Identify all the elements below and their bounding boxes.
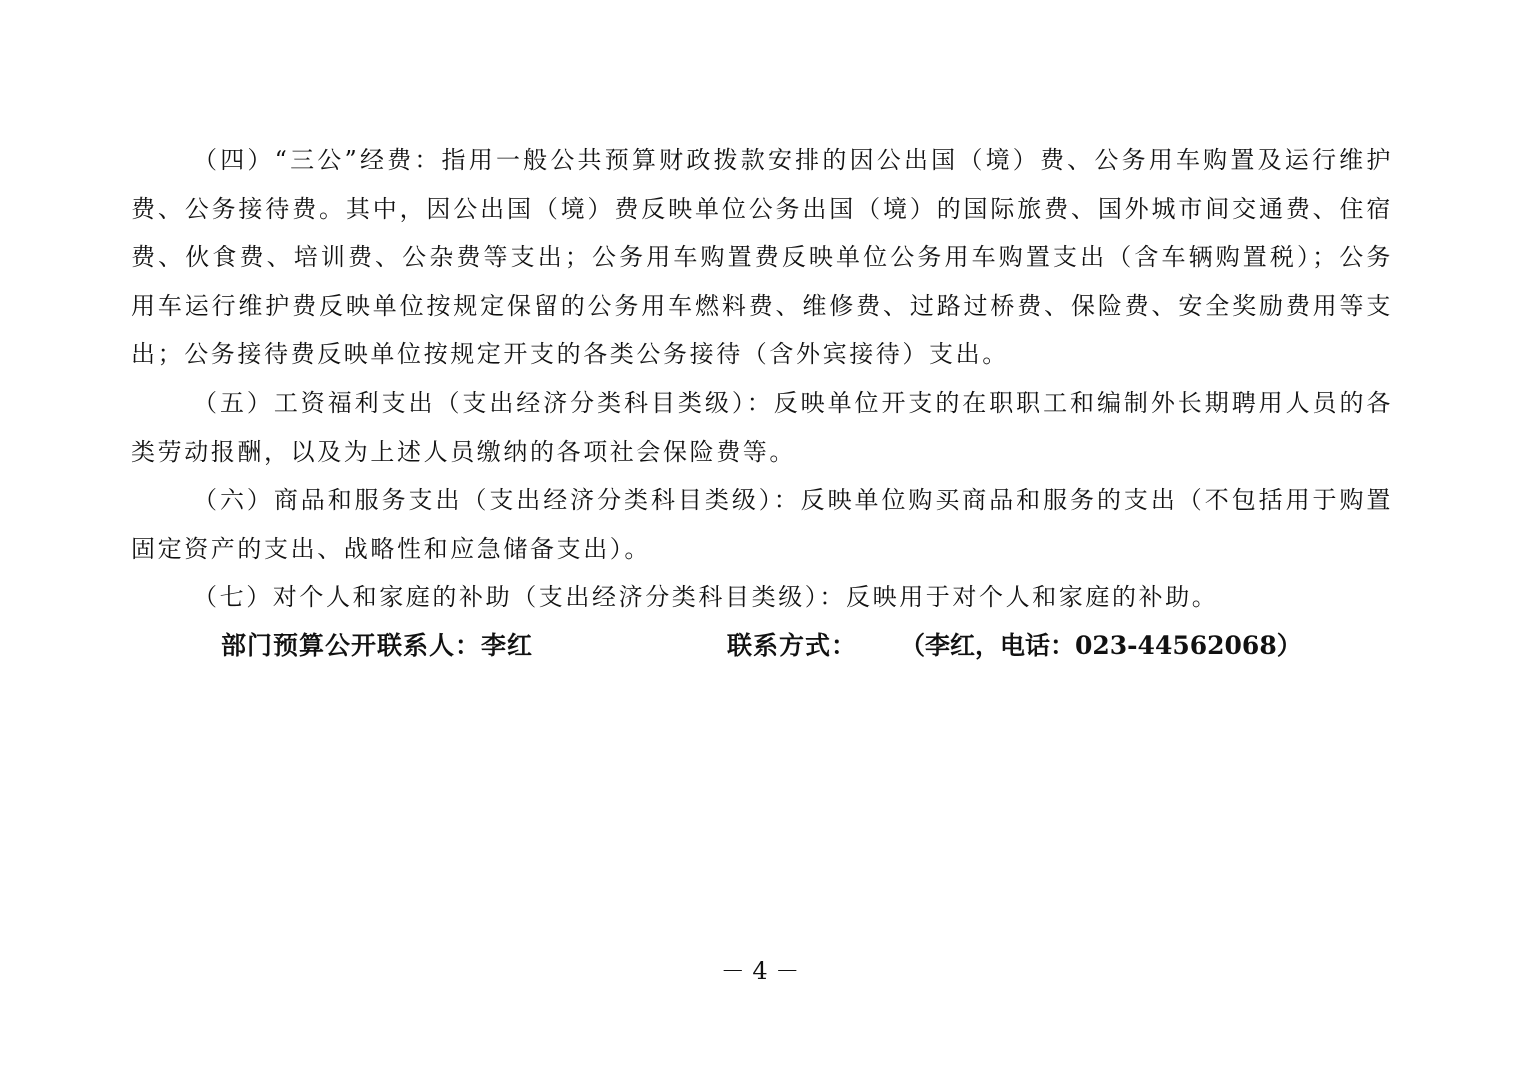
paragraph-household-subsidy: （七）对个人和家庭的补助（支出经济分类科目类级）：反映用于对个人和家庭的补助。	[193, 583, 1219, 612]
paragraph-three-public-expenses: （四）“三公”经费：指用一般公共预算财政拨款安排的因公出国（境）费、公务用车购置及运行维护费、公务接待费。其中，因公出国（境）费反映单位公务出国（境）的国际旅费、国外城市间交通费、住宿费、伙食费、培训费、公杂费等支出；公务用车购置费反映单位公务用车购置支出（含车辆购置税）；公务用车运行维护费反映单位按规定保留的公务用车燃料费、维修费、过路过桥费、保险费、安全奖励费用等支出；公务接待费反映单位按规定开支的各类公务接待（含外宾接待）支出。	[131, 146, 1393, 369]
contact-method-value: （李红，电话：023-44562068）	[900, 631, 1302, 660]
body-text	[131, 136, 1393, 622]
contact-line	[0, 622, 1520, 670]
paragraph-goods-services: （六）商品和服务支出（支出经济分类科目类级）：反映单位购买商品和服务的支出（不包括用于购置固定资产的支出、战略性和应急储备支出）。	[131, 486, 1393, 563]
page-number: － 4 －	[720, 957, 800, 985]
contact-method-label: 联系方式：	[727, 631, 858, 660]
paragraph-salary-welfare: （五）工资福利支出（支出经济分类科目类级）：反映单位开支的在职职工和编制外长期聘用人员的各类劳动报酬，以及为上述人员缴纳的各项社会保险费等。	[131, 388, 1393, 466]
contact-person: 部门预算公开联系人：李红	[221, 631, 534, 660]
